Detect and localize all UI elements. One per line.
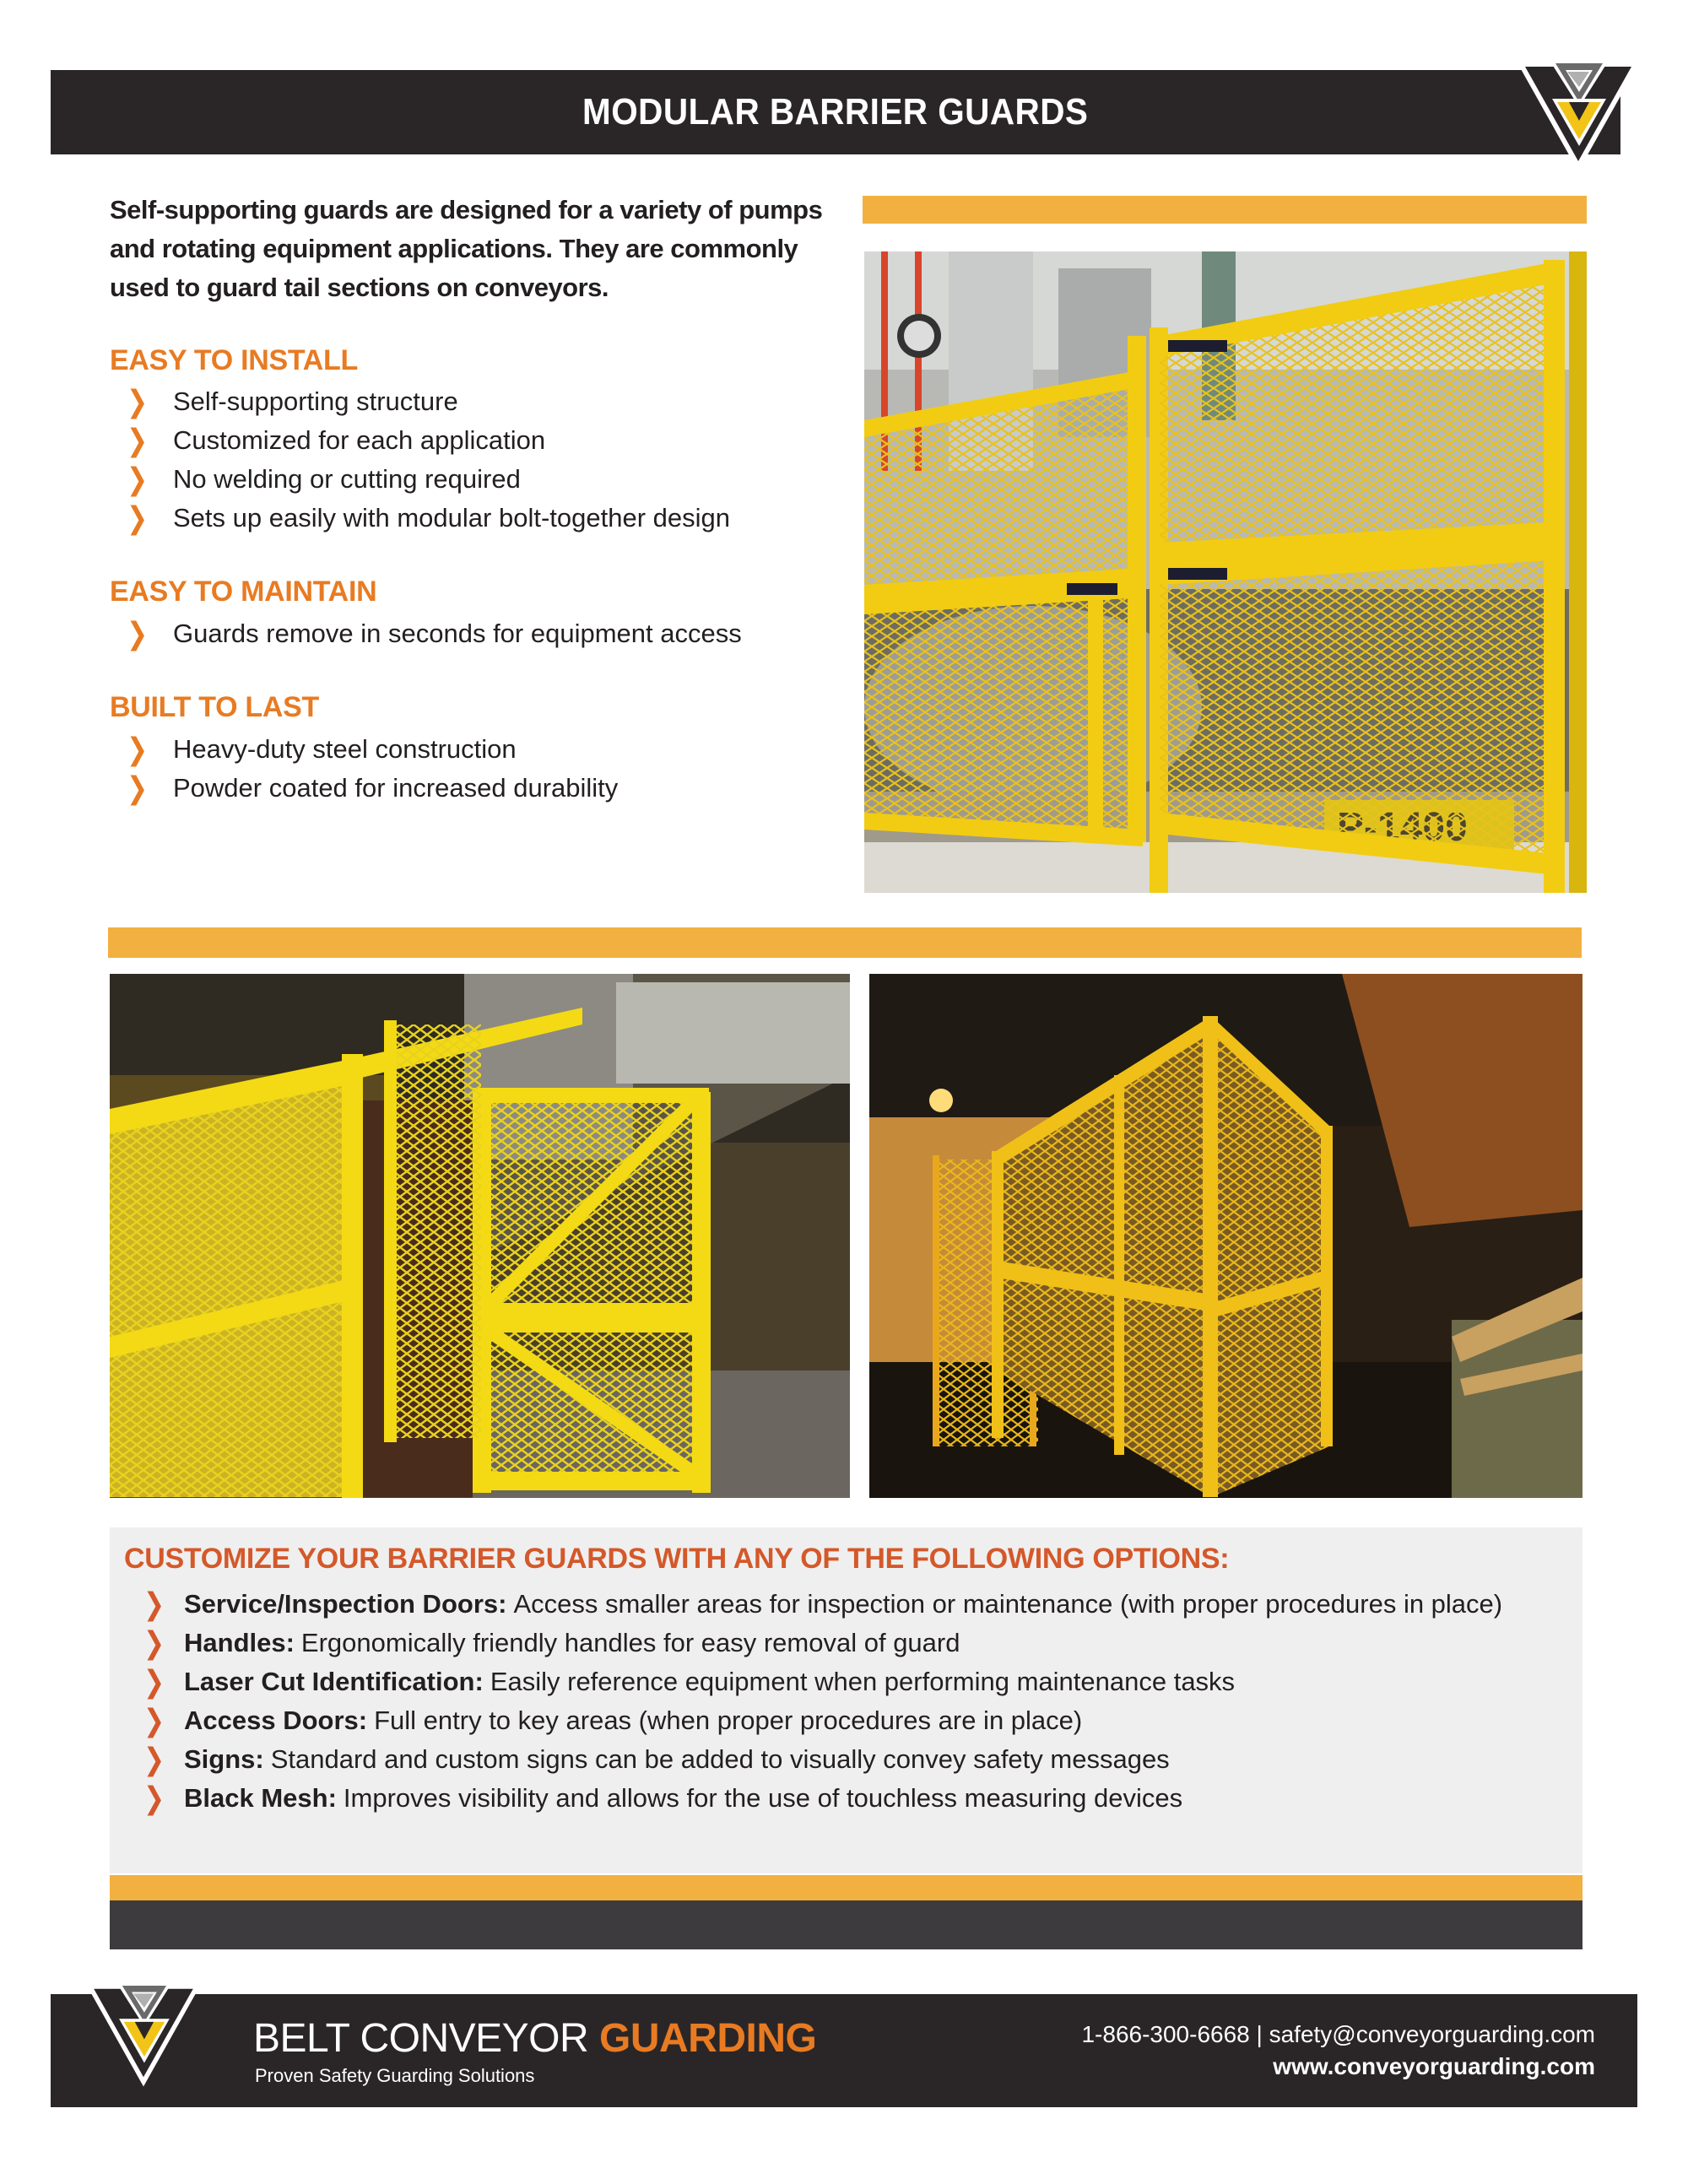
- chevron-right-icon: ❯: [143, 1704, 165, 1738]
- chevron-right-icon: ❯: [127, 385, 149, 419]
- chevron-right-icon: ❯: [127, 617, 149, 651]
- photo-guard-access-door: [110, 974, 850, 1498]
- contact-info: [1081, 2019, 1595, 2083]
- chevron-right-icon: ❯: [143, 1665, 165, 1699]
- brand-tagline: Proven Safety Guarding Solutions: [255, 2065, 535, 2086]
- list-item: ❯ Customized for each application: [127, 424, 546, 457]
- list-item: ❯ Powder coated for increased durability: [127, 771, 619, 805]
- accent-bar-middle: [108, 927, 1582, 958]
- options-panel: [110, 1527, 1582, 1873]
- brand-name: BELT CONVEYOR GUARDING: [253, 2016, 817, 2061]
- list-item: ❯ No welding or cutting required: [127, 462, 521, 496]
- separator: |: [1256, 2021, 1263, 2047]
- accent-bar-bottom: [110, 1875, 1582, 1900]
- website-link[interactable]: www.conveyorguarding.com: [1273, 2053, 1595, 2079]
- intro-paragraph: Self-supporting guards are designed for a variety of pumps and rotating equipment applications. They are commonly used to guard tail sections on conveyors.: [110, 195, 823, 302]
- chevron-right-icon: ❯: [143, 1781, 165, 1815]
- chevron-right-icon: ❯: [127, 771, 149, 805]
- list-item: ❯ Sets up easily with modular bolt-together design: [127, 501, 730, 535]
- photo-guard-cage-conveyor: [869, 974, 1582, 1498]
- options-list: [143, 1585, 1502, 1818]
- dark-divider-bar: [110, 1900, 1582, 1949]
- photo-barrier-guard-pump: [864, 251, 1587, 893]
- list-item: ❯ Self-supporting structure: [127, 385, 458, 419]
- options-heading: CUSTOMIZE YOUR BARRIER GUARDS WITH ANY OF THE FOLLOWING OPTIONS:: [124, 1543, 1230, 1575]
- heading-easy-to-maintain: EASY TO MAINTAIN: [110, 576, 377, 608]
- chevron-right-icon: ❯: [127, 501, 149, 535]
- option-service-inspection-doors: ❯ Service/Inspection Doors: Access smaller areas for inspection or maintenance (with proper procedures in place): [143, 1587, 1503, 1621]
- email-link[interactable]: safety@conveyorguarding.com: [1269, 2021, 1595, 2047]
- option-access-doors: ❯ Access Doors: Full entry to key areas (when proper procedures are in place): [143, 1704, 1083, 1738]
- option-laser-cut-identification: ❯ Laser Cut Identification: Easily reference equipment when performing maintenance tasks: [143, 1665, 1236, 1699]
- chevron-right-icon: ❯: [127, 462, 149, 496]
- list-easy-to-maintain: [127, 614, 742, 653]
- list-easy-to-install: [127, 382, 730, 538]
- chevron-right-icon: ❯: [143, 1743, 165, 1776]
- chevron-right-icon: ❯: [127, 424, 149, 457]
- heading-built-to-last: BUILT TO LAST: [110, 691, 319, 723]
- option-signs: ❯ Signs: Standard and custom signs can be added to visually convey safety messages: [143, 1743, 1170, 1776]
- chevron-right-icon: ❯: [143, 1587, 165, 1621]
- list-built-to-last: [127, 730, 618, 808]
- page-header: [51, 70, 1620, 154]
- triangle-v-logo-icon: [1515, 55, 1642, 173]
- option-black-mesh: ❯ Black Mesh: Improves visibility and allows for the use of touchless measuring devices: [143, 1781, 1183, 1815]
- heading-easy-to-install: EASY TO INSTALL: [110, 344, 358, 376]
- chevron-right-icon: ❯: [143, 1626, 165, 1660]
- phone-link[interactable]: 1-866-300-6668: [1081, 2021, 1250, 2047]
- option-handles: ❯ Handles: Ergonomically friendly handles for easy removal of guard: [143, 1626, 960, 1660]
- triangle-v-logo-icon: [84, 1975, 203, 2091]
- chevron-right-icon: ❯: [127, 733, 149, 766]
- list-item: ❯ Guards remove in seconds for equipment access: [127, 617, 742, 651]
- accent-bar-top: [863, 196, 1587, 224]
- list-item: ❯ Heavy-duty steel construction: [127, 733, 517, 766]
- page-title: MODULAR BARRIER GUARDS: [582, 91, 1089, 132]
